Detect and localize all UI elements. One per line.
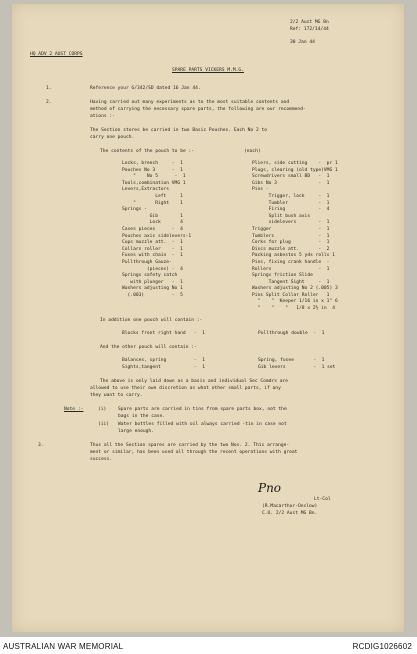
- para3-line-3: success.: [90, 457, 113, 462]
- left-item: Washers adjusting No 1: [122, 286, 183, 292]
- left-item: (.003) - 5: [122, 292, 183, 298]
- left-item: with plunger - 1: [122, 279, 183, 285]
- right-item: Tangent Sight - 1: [252, 279, 330, 285]
- contents-heading: The contents of the pouch to be :-: [100, 149, 195, 154]
- archive-id: RCDIG1026602: [352, 642, 412, 651]
- basis-line-3: they want to carry.: [90, 393, 143, 398]
- right-item: Split bush axis: [252, 213, 311, 219]
- archive-name: AUSTRALIAN WAR MEMORIAL: [3, 642, 124, 651]
- left-item: Pullthrough Gauze-: [122, 259, 172, 265]
- right-item: Gibs No 3 - 1: [252, 180, 330, 186]
- right-item: Pliers, side cutting - pr 1: [252, 161, 338, 166]
- right-item: Tumbler - 1: [252, 200, 330, 206]
- right-items-list: [252, 161, 400, 313]
- left-item: Gib 1: [122, 213, 183, 219]
- addition-right-item: Pullthrough double - 1: [258, 331, 325, 336]
- header-ref: Ref: 172/14/44: [290, 27, 329, 32]
- note-2-number: (ii): [98, 422, 110, 427]
- right-item: Pins Split Collar Roller 1: [252, 292, 330, 298]
- para1-number: 1.: [46, 86, 52, 91]
- left-item: Locks, breech - 1: [122, 161, 183, 166]
- left-item: Pouches axis sidelevers-1: [122, 233, 192, 239]
- left-item: Springs -: [122, 207, 147, 213]
- signature-title: C.O. 2/2 Aust MG Bn.: [262, 511, 318, 516]
- document-title: SPARE PARTS VICKERS M.M.G.: [172, 68, 244, 73]
- addition-left-item: Blocks front right hand - 1: [122, 331, 205, 336]
- left-item: Springs safety catch: [122, 273, 178, 279]
- document-page: [12, 4, 404, 632]
- right-item: Pins -: [252, 187, 269, 193]
- other-pouch-heading: And the other pouch will contain :-: [100, 345, 197, 350]
- right-item: Packing asbestos 5 yds rolls 1: [252, 253, 335, 259]
- basis-line-1: The above is only laid down as a basis and individual Sec Comdrs are: [100, 379, 289, 384]
- left-item: Fuses with chain - 1: [122, 253, 183, 259]
- right-item: Springs friction Slide: [252, 273, 313, 279]
- para2-line-3: ations :-: [90, 114, 115, 119]
- left-item: " Right 1: [122, 200, 183, 206]
- note-1-line-2: bags in the case.: [118, 414, 166, 419]
- each-label: (each): [244, 149, 261, 154]
- para2-line-2: method of carrying the necessary spare parts, the following are our recommend-: [90, 107, 306, 112]
- other-right-item-1: Spring, fusee - 1: [258, 358, 325, 363]
- right-item: Trigger - 1: [252, 226, 330, 232]
- right-item: Firing - 4: [252, 207, 330, 213]
- left-item: Pouches No 3 - 1: [122, 167, 183, 173]
- right-item: " " " 1/8 x 2½ in 4: [252, 306, 335, 312]
- right-item: Plugs, clearing (old type)VMG 1: [252, 167, 338, 173]
- left-item: Cases pieces - 4: [122, 226, 183, 232]
- signature-rank: Lt-Col: [314, 497, 331, 502]
- left-item: Levers,Extractors: [122, 187, 170, 193]
- left-item: Lock 4: [122, 220, 183, 226]
- right-item: Tumblers - 1: [252, 233, 330, 239]
- signature-name: (R.Macarthur-Onslow): [262, 504, 318, 509]
- pouches-line-1: The Section stores be carried in two Basic Pouches. Each No 2 to: [90, 128, 268, 133]
- note-2-line-1: Water bottles filled with oil always carried -tin in case not: [118, 422, 287, 427]
- header-date: 30 Jan 44: [290, 40, 315, 45]
- para3-line-2: ment or similar, has been used all through the recent operations with great: [90, 450, 298, 455]
- addition-heading: In addition one pouch will contain :-: [100, 318, 203, 323]
- pouches-line-2: carry one pouch.: [90, 135, 135, 140]
- other-left-item-1: Balances, spring - 1: [122, 358, 205, 363]
- other-left-item-2: Sights,tangent - 1: [122, 365, 205, 370]
- right-item: " " Keeper 1/16 in x 1" 6: [252, 299, 338, 305]
- left-item: " No 5 - 1: [122, 174, 186, 180]
- para2-line-1: Having carried out many experiments as to the most suitable contents and: [90, 100, 290, 105]
- addressee: HQ ADV 2 AUST CORPS: [30, 52, 83, 57]
- left-item: Collars roller - 1: [122, 246, 183, 252]
- note-1-number: (i): [98, 407, 107, 412]
- right-item: Pins, fixing crank handle -: [252, 259, 330, 265]
- left-item: (pieces) - 4: [122, 266, 183, 272]
- right-item: Corks for plug - 1: [252, 240, 330, 246]
- note-label: Note :-: [64, 407, 84, 412]
- right-item: Rollers - 1: [252, 266, 330, 272]
- archive-caption-bar: [0, 637, 417, 654]
- note-2-line-2: large enough.: [118, 429, 154, 434]
- signature-scribble: Pno: [258, 481, 282, 495]
- right-item: Screwdrivers small BD - 1: [252, 174, 330, 180]
- header-unit: 2/2 Aust MG Bn: [290, 20, 329, 25]
- left-items-list: [122, 161, 242, 299]
- right-item: Discs muzzle att. - 2: [252, 246, 330, 252]
- right-item: sidelevers - 1: [252, 220, 330, 226]
- para1-text: Reference your G/342/SD dated 16 Jan 44.: [90, 86, 201, 91]
- other-right-item-2: Gib levers - 1 set: [258, 365, 336, 370]
- left-item: Cups muzzle att. - 1: [122, 240, 183, 246]
- note-1-line-1: Spare parts are carried in tins from spare parts box, not the: [118, 407, 287, 412]
- para3-number: 3.: [38, 443, 44, 448]
- left-item: Left 1: [122, 193, 183, 199]
- para3-line-1: Thus all the Section spares are carried by the two Nos. 2. This arrange-: [90, 443, 290, 448]
- basis-line-2: allowed to use their own discretion as what other small parts, if any: [90, 386, 281, 391]
- right-item: Trigger, lock - 1: [252, 193, 330, 199]
- para2-number: 2.: [46, 100, 52, 105]
- left-item: Tools,combination VMG 1: [122, 180, 186, 186]
- right-item: Washers adjusting No 2 (.005) 3: [252, 286, 338, 292]
